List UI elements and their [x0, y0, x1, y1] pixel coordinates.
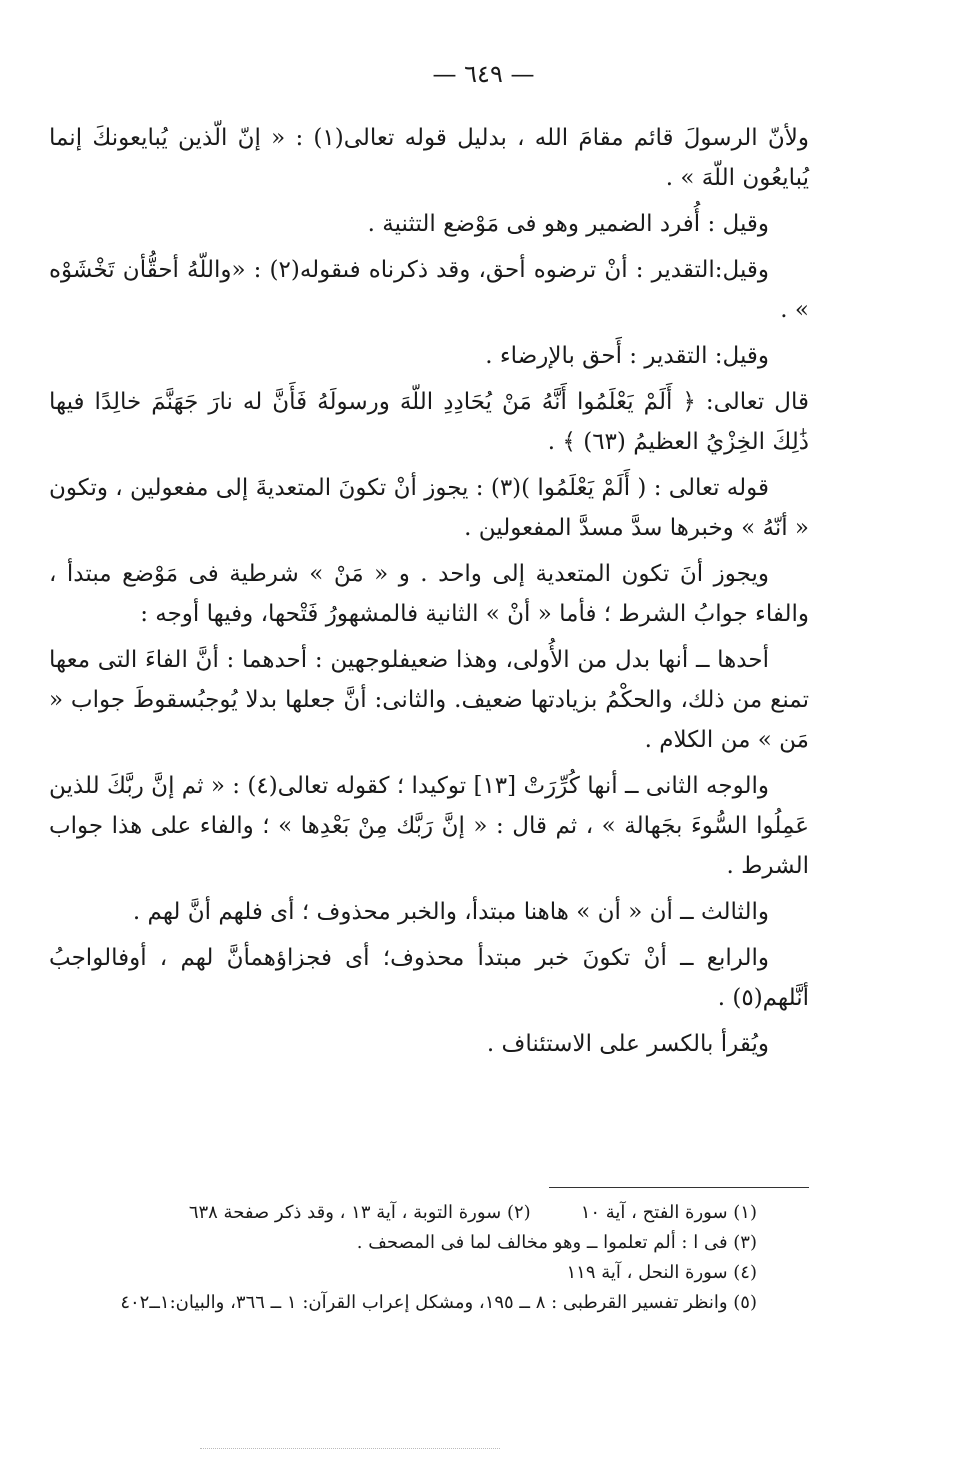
page-number: — ٦٤٩ — [432, 60, 535, 88]
paragraph: قوله تعالى : ( أَلَمْ يَعْلَمُوا )(٣) : يجوز أنْ تكونَ المتعديةَ إلى مفعولين ، وتكون « أنّهُ » وخبرها سدَّ مسدَّ المفعولين . [48, 475, 809, 541]
footnote-3: (٣) فى ا : ألم تعلموا ــ وهو مخالف لما فى المصحف . [356, 1232, 757, 1253]
quran-verse-paragraph: قال تعالى: ﴿ أَلَمْ يَعْلَمُوا أَنَّهُ مَنْ يُحَادِدِ اللّهَ ورسولَهُ فَأَنَّ له نارَ جَهَنَّمَ خالِدًا فيها ذَٰلِكَ الخِزْيُ العظيمُ (٦٣) ﴾ . [49, 389, 810, 455]
footnote-4: (٤) سورة النحل ، آية ١١٩ [566, 1262, 757, 1283]
paragraph: وقيل:التقدير : أنْ ترضوه أحق، وقد ذكرناه فىقوله(٢) : «واللّهُ أحقُّأن تَخْشَوْه » . [49, 257, 809, 323]
paragraph: وقيل : أُفرد الضمير وهو فى مَوْضع التثنية . [367, 211, 769, 237]
paragraph: ويُقرأ بالكسر على الاستئناف . [486, 1031, 769, 1057]
footnote-5: (٥) وانظر تفسير القرطبى : ٨ ــ ١٩٥، ومشكل إعراب القرآن: ١ ــ ٣٦٦، والبيان:١ــ٤٠٢ [120, 1292, 757, 1313]
footnote-separator [549, 1187, 809, 1188]
paragraph: ولأنّ الرسولَ قائم مقامَ الله ، بدليل قوله تعالى(١) : « إنّ الّذين يُبايعونكَ إنما يُبايعُون اللّهَ » . [49, 125, 809, 191]
footnote-row [17, 1198, 757, 1228]
paragraph: والرابع ــ أنْ تكونَ خبر مبتدأ محذوف؛ أى فجزاؤهمأنَّ لهم ، أوفالواجبُ أنَّلهم(٥) . [49, 945, 809, 1011]
footnote-2: (٢) سورة التوبة ، آية ١٣ ، وقد ذكر صفحة ٦٣٨ [188, 1202, 531, 1223]
scan-artifact-line [200, 1448, 500, 1449]
paragraph: وقيل: التقدير : أَحق بالإرضاء . [485, 343, 769, 369]
main-text [49, 118, 809, 1070]
footnote-1: (١) سورة الفتح ، آية ١٠ [580, 1202, 757, 1223]
paragraph: والوجه الثانى ــ أنها كُرِّرَتْ [١٣] توكيدا ؛ كقوله تعالى(٤) : « ثم إنَّ ربَّكَ للذين عَمِلُوا السُّوءَ بجَهالة » ، ثم قال : « إنَّ رَبَّك مِنْ بَعْدِها » ؛ والفاء على هذا جواب الشرط . [49, 773, 809, 879]
footnotes [17, 1198, 757, 1318]
paragraph: ويجوز أنَ تكون المتعدية إلى واحد . و « مَنْ » شرطية فى مَوْضع مبتدأ ، والفاء جوابُ الشرط ؛ فأما « أنْ » الثانية فالمشهورُ فَتْحها، وفيها أوجه : [49, 561, 809, 627]
paragraph: والثالث ــ أن « أن » هاهنا مبتدأ، والخبر محذوف ؛ أى فلهم أنَّ لهم . [132, 899, 769, 925]
paragraph: أحدها ــ أنها بدل من الأُولى، وهذا ضعيفلوجهين : أحدهما : أنَّ الفاءَ التى معها تمنع من ذلك، والحكْمُ بزيادتها ضعيف. والثانى: أنَّ جعلها بدلا يُوجبُسقوطَ جواب « مَن » من الكلام . [49, 647, 809, 753]
